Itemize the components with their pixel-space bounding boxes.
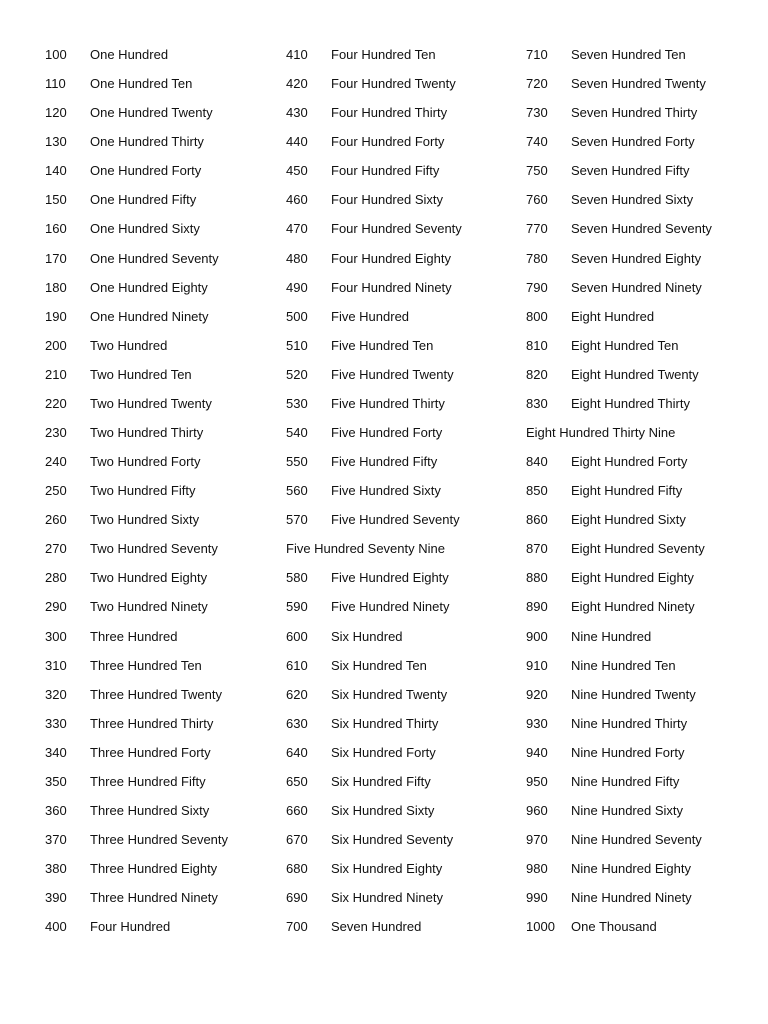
number-word: Five Hundred Twenty bbox=[331, 366, 454, 382]
number-row bbox=[526, 680, 766, 709]
number-value: 640 bbox=[286, 744, 308, 760]
number-word: Five Hundred Seventy Nine bbox=[286, 541, 445, 557]
number-row bbox=[45, 447, 285, 476]
number-value: 960 bbox=[526, 803, 548, 819]
number-row bbox=[526, 505, 766, 534]
number-row bbox=[45, 563, 285, 592]
number-word: Two Hundred Ninety bbox=[90, 599, 208, 615]
number-word: Five Hundred Eighty bbox=[331, 570, 449, 586]
number-word: Three Hundred Twenty bbox=[90, 686, 222, 702]
number-word: Two Hundred Thirty bbox=[90, 425, 204, 441]
number-value: 390 bbox=[45, 890, 67, 906]
number-row bbox=[286, 854, 526, 883]
number-row bbox=[526, 127, 766, 156]
number-row bbox=[526, 883, 766, 912]
number-row bbox=[45, 418, 285, 447]
number-word: Five Hundred Fifty bbox=[331, 454, 438, 470]
number-row bbox=[526, 273, 766, 302]
number-row bbox=[45, 651, 285, 680]
number-row bbox=[286, 796, 526, 825]
number-word: Three Hundred Forty bbox=[90, 744, 211, 760]
number-value: 780 bbox=[526, 250, 548, 266]
number-word: Four Hundred Forty bbox=[331, 134, 445, 150]
number-row bbox=[526, 302, 766, 331]
number-word: Six Hundred Ninety bbox=[331, 890, 443, 906]
number-word: One Hundred Eighty bbox=[90, 279, 208, 295]
number-row bbox=[526, 592, 766, 621]
number-value: 200 bbox=[45, 337, 67, 353]
number-word: Eight Hundred Twenty bbox=[571, 366, 699, 382]
number-row bbox=[45, 214, 285, 243]
number-row bbox=[526, 69, 766, 98]
number-value: 710 bbox=[526, 47, 548, 62]
number-row bbox=[286, 447, 526, 476]
number-value: 280 bbox=[45, 570, 67, 586]
number-row bbox=[526, 854, 766, 883]
number-value: 900 bbox=[526, 628, 548, 644]
number-value: 550 bbox=[286, 454, 308, 470]
number-value: 720 bbox=[526, 76, 548, 92]
number-value: 210 bbox=[45, 366, 67, 382]
number-row bbox=[45, 127, 285, 156]
number-word: Four Hundred Thirty bbox=[331, 105, 448, 121]
number-value: 170 bbox=[45, 250, 67, 266]
number-row bbox=[286, 680, 526, 709]
number-value: 820 bbox=[526, 366, 548, 382]
number-value: 910 bbox=[526, 657, 548, 673]
number-row bbox=[286, 883, 526, 912]
number-row bbox=[526, 534, 766, 563]
number-value: 870 bbox=[526, 541, 548, 557]
number-row bbox=[286, 738, 526, 767]
number-value: 970 bbox=[526, 832, 548, 848]
number-word: Four Hundred Fifty bbox=[331, 163, 440, 179]
number-word: Two Hundred Seventy bbox=[90, 541, 218, 557]
number-word: Seven Hundred Fifty bbox=[571, 163, 690, 179]
number-row bbox=[45, 69, 285, 98]
number-word: Nine Hundred bbox=[571, 628, 652, 644]
number-value: 330 bbox=[45, 715, 67, 731]
number-word: Seven Hundred Eighty bbox=[571, 250, 702, 266]
number-value: 150 bbox=[45, 192, 67, 208]
number-value: 530 bbox=[286, 395, 308, 411]
number-word: Three Hundred Seventy bbox=[90, 832, 229, 848]
number-row bbox=[45, 592, 285, 621]
number-word: Nine Hundred Fifty bbox=[571, 773, 680, 789]
number-value: 620 bbox=[286, 686, 308, 702]
number-value: 630 bbox=[286, 715, 308, 731]
number-word: Seven Hundred Ninety bbox=[571, 279, 702, 295]
number-value: 800 bbox=[526, 308, 548, 324]
number-word: Eight Hundred Eighty bbox=[571, 570, 694, 586]
number-value: 840 bbox=[526, 454, 548, 470]
number-word: Nine Hundred Eighty bbox=[571, 861, 691, 877]
number-word: Five Hundred Ninety bbox=[331, 599, 450, 615]
number-row bbox=[286, 622, 526, 651]
number-word: Eight Hundred Forty bbox=[571, 454, 688, 470]
number-row bbox=[45, 767, 285, 796]
number-row bbox=[286, 418, 526, 447]
number-word: Eight Hundred Ten bbox=[571, 337, 679, 353]
number-value: 430 bbox=[286, 105, 308, 121]
number-value: 290 bbox=[45, 599, 67, 615]
number-value: 590 bbox=[286, 599, 308, 615]
number-word: Three Hundred Thirty bbox=[90, 715, 214, 731]
number-row bbox=[526, 767, 766, 796]
number-row bbox=[526, 418, 766, 447]
number-word: Five Hundred Sixty bbox=[331, 483, 441, 499]
column-2 bbox=[286, 40, 526, 941]
number-word: Three Hundred Sixty bbox=[90, 803, 210, 819]
number-word: Nine Hundred Twenty bbox=[571, 686, 696, 702]
column-1 bbox=[45, 40, 285, 941]
number-row bbox=[286, 98, 526, 127]
number-word: Two Hundred Forty bbox=[90, 454, 201, 470]
number-row bbox=[526, 476, 766, 505]
number-value: 450 bbox=[286, 163, 308, 179]
number-word: Seven Hundred Thirty bbox=[571, 105, 698, 121]
number-row bbox=[526, 622, 766, 651]
number-row bbox=[286, 360, 526, 389]
number-word: Four Hundred Eighty bbox=[331, 250, 451, 266]
number-value: 230 bbox=[45, 425, 67, 441]
column-3 bbox=[526, 40, 766, 941]
number-value: 570 bbox=[286, 512, 308, 528]
number-row bbox=[45, 738, 285, 767]
number-row bbox=[526, 40, 766, 69]
number-value: 350 bbox=[45, 773, 67, 789]
number-word: Five Hundred Seventy bbox=[331, 512, 460, 528]
number-row bbox=[526, 156, 766, 185]
number-word: One Hundred bbox=[90, 47, 169, 62]
number-value: 680 bbox=[286, 861, 308, 877]
number-row bbox=[286, 214, 526, 243]
number-row bbox=[526, 709, 766, 738]
number-value: 310 bbox=[45, 657, 67, 673]
number-value: 130 bbox=[45, 134, 67, 150]
number-row bbox=[286, 331, 526, 360]
number-row bbox=[526, 796, 766, 825]
number-row bbox=[45, 40, 285, 69]
number-value: 560 bbox=[286, 483, 308, 499]
number-word: Eight Hundred Fifty bbox=[571, 483, 683, 499]
number-word: Nine Hundred Thirty bbox=[571, 715, 688, 731]
number-word: Three Hundred Eighty bbox=[90, 861, 218, 877]
number-value: 110 bbox=[45, 76, 66, 92]
number-value: 650 bbox=[286, 773, 308, 789]
number-value: 360 bbox=[45, 803, 67, 819]
number-row bbox=[526, 563, 766, 592]
number-word: Six Hundred Eighty bbox=[331, 861, 443, 877]
number-row bbox=[526, 214, 766, 243]
number-word: Eight Hundred Sixty bbox=[571, 512, 686, 528]
number-row bbox=[526, 738, 766, 767]
number-value: 730 bbox=[526, 105, 548, 121]
number-value: 850 bbox=[526, 483, 548, 499]
number-row bbox=[526, 360, 766, 389]
number-row bbox=[45, 534, 285, 563]
number-word: One Hundred Sixty bbox=[90, 221, 200, 237]
number-row bbox=[45, 912, 285, 941]
number-value: 490 bbox=[286, 279, 308, 295]
number-word: Eight Hundred Thirty Nine bbox=[526, 425, 676, 441]
number-row bbox=[286, 40, 526, 69]
number-row bbox=[286, 156, 526, 185]
number-word: Nine Hundred Ten bbox=[571, 657, 676, 673]
number-value: 750 bbox=[526, 163, 548, 179]
number-row bbox=[286, 912, 526, 941]
number-value: 930 bbox=[526, 715, 548, 731]
number-row bbox=[286, 69, 526, 98]
number-row bbox=[286, 476, 526, 505]
number-word: Four Hundred bbox=[90, 919, 171, 935]
number-value: 770 bbox=[526, 221, 548, 237]
number-row bbox=[286, 389, 526, 418]
number-word: Four Hundred Ten bbox=[331, 47, 436, 62]
number-value: 810 bbox=[526, 337, 548, 353]
number-value: 860 bbox=[526, 512, 548, 528]
number-value: 190 bbox=[45, 308, 67, 324]
number-word: One Thousand bbox=[571, 919, 657, 935]
number-row bbox=[45, 156, 285, 185]
number-word: Five Hundred Forty bbox=[331, 425, 443, 441]
number-word: Seven Hundred Forty bbox=[571, 134, 695, 150]
number-value: 320 bbox=[45, 686, 67, 702]
number-row bbox=[286, 825, 526, 854]
number-value: 370 bbox=[45, 832, 67, 848]
number-value: 140 bbox=[45, 163, 67, 179]
number-row bbox=[526, 185, 766, 214]
number-word: Seven Hundred Seventy bbox=[571, 221, 712, 237]
number-row bbox=[45, 680, 285, 709]
number-word: Two Hundred Ten bbox=[90, 366, 192, 382]
number-row bbox=[286, 563, 526, 592]
number-value: 480 bbox=[286, 250, 308, 266]
number-value: 520 bbox=[286, 366, 308, 382]
number-word: Six Hundred Fifty bbox=[331, 773, 431, 789]
number-word: Three Hundred Ten bbox=[90, 657, 202, 673]
number-value: 990 bbox=[526, 890, 548, 906]
number-word: Nine Hundred Ninety bbox=[571, 890, 692, 906]
number-word: Six Hundred Thirty bbox=[331, 715, 439, 731]
number-word: Eight Hundred Seventy bbox=[571, 541, 705, 557]
number-value: 540 bbox=[286, 425, 308, 441]
number-word: Three Hundred Ninety bbox=[90, 890, 218, 906]
number-word: Two Hundred Fifty bbox=[90, 483, 196, 499]
number-word: Three Hundred bbox=[90, 628, 178, 644]
number-word: Six Hundred Sixty bbox=[331, 803, 435, 819]
number-value: 790 bbox=[526, 279, 548, 295]
number-row bbox=[286, 302, 526, 331]
number-word: Six Hundred Ten bbox=[331, 657, 427, 673]
number-value: 980 bbox=[526, 861, 548, 877]
number-row bbox=[45, 302, 285, 331]
number-word: Two Hundred Eighty bbox=[90, 570, 208, 586]
number-row bbox=[45, 389, 285, 418]
number-row bbox=[286, 709, 526, 738]
number-row bbox=[286, 185, 526, 214]
number-row bbox=[286, 534, 526, 563]
number-word: Three Hundred Fifty bbox=[90, 773, 206, 789]
number-value: 920 bbox=[526, 686, 548, 702]
number-value: 220 bbox=[45, 395, 67, 411]
number-value: 830 bbox=[526, 395, 548, 411]
number-word: Two Hundred Sixty bbox=[90, 512, 200, 528]
number-word: Two Hundred bbox=[90, 337, 168, 353]
number-value: 510 bbox=[286, 337, 308, 353]
number-value: 420 bbox=[286, 76, 308, 92]
number-row bbox=[286, 592, 526, 621]
number-value: 940 bbox=[526, 744, 548, 760]
number-value: 890 bbox=[526, 599, 548, 615]
number-value: 600 bbox=[286, 628, 308, 644]
number-row bbox=[526, 825, 766, 854]
number-word: Six Hundred Seventy bbox=[331, 832, 454, 848]
number-row bbox=[45, 244, 285, 273]
number-word: Eight Hundred Thirty bbox=[571, 395, 690, 411]
number-value: 410 bbox=[286, 47, 308, 62]
number-row bbox=[526, 389, 766, 418]
number-value: 950 bbox=[526, 773, 548, 789]
number-row bbox=[45, 796, 285, 825]
number-word: Four Hundred Twenty bbox=[331, 76, 456, 92]
number-row bbox=[286, 244, 526, 273]
number-word: Six Hundred bbox=[331, 628, 403, 644]
number-word: Four Hundred Sixty bbox=[331, 192, 443, 208]
number-word: One Hundred Seventy bbox=[90, 250, 219, 266]
number-value: 880 bbox=[526, 570, 548, 586]
number-value: 1000 bbox=[526, 919, 555, 935]
number-word: Seven Hundred Twenty bbox=[571, 76, 706, 92]
number-value: 660 bbox=[286, 803, 308, 819]
number-word: Six Hundred Forty bbox=[331, 744, 436, 760]
number-value: 690 bbox=[286, 890, 308, 906]
number-value: 270 bbox=[45, 541, 67, 557]
number-row bbox=[45, 331, 285, 360]
number-row bbox=[286, 127, 526, 156]
number-word: One Hundred Ten bbox=[90, 76, 193, 92]
number-word: Nine Hundred Forty bbox=[571, 744, 685, 760]
number-row bbox=[286, 651, 526, 680]
number-row bbox=[45, 825, 285, 854]
number-word: Eight Hundred bbox=[571, 308, 655, 324]
number-value: 300 bbox=[45, 628, 67, 644]
number-row bbox=[526, 331, 766, 360]
number-word: Nine Hundred Sixty bbox=[571, 803, 683, 819]
number-value: 260 bbox=[45, 512, 67, 528]
number-value: 180 bbox=[45, 279, 67, 295]
number-value: 240 bbox=[45, 454, 67, 470]
number-value: 610 bbox=[286, 657, 308, 673]
number-value: 380 bbox=[45, 861, 67, 877]
number-row bbox=[45, 360, 285, 389]
number-value: 500 bbox=[286, 308, 308, 324]
number-word: One Hundred Forty bbox=[90, 163, 202, 179]
number-value: 460 bbox=[286, 192, 308, 208]
number-word: Eight Hundred Ninety bbox=[571, 599, 695, 615]
number-word: Five Hundred Ten bbox=[331, 337, 434, 353]
number-value: 760 bbox=[526, 192, 548, 208]
number-row bbox=[286, 767, 526, 796]
number-row bbox=[526, 912, 766, 941]
number-value: 100 bbox=[45, 47, 67, 62]
number-row bbox=[45, 476, 285, 505]
number-row bbox=[526, 244, 766, 273]
number-word: Four Hundred Ninety bbox=[331, 279, 452, 295]
number-row bbox=[526, 651, 766, 680]
number-row bbox=[45, 185, 285, 214]
number-value: 250 bbox=[45, 483, 67, 499]
number-value: 470 bbox=[286, 221, 308, 237]
number-row bbox=[45, 505, 285, 534]
number-word: Four Hundred Seventy bbox=[331, 221, 462, 237]
number-word: Two Hundred Twenty bbox=[90, 395, 212, 411]
number-word: Six Hundred Twenty bbox=[331, 686, 448, 702]
number-word: One Hundred Fifty bbox=[90, 192, 197, 208]
number-value: 740 bbox=[526, 134, 548, 150]
number-row bbox=[45, 622, 285, 651]
number-row bbox=[526, 98, 766, 127]
number-value: 160 bbox=[45, 221, 67, 237]
number-word: One Hundred Thirty bbox=[90, 134, 204, 150]
number-word: Nine Hundred Seventy bbox=[571, 832, 702, 848]
number-value: 400 bbox=[45, 919, 67, 935]
number-word: Seven Hundred Sixty bbox=[571, 192, 694, 208]
number-word: Five Hundred bbox=[331, 308, 410, 324]
number-row bbox=[45, 98, 285, 127]
number-word: Seven Hundred bbox=[331, 919, 422, 935]
number-value: 340 bbox=[45, 744, 67, 760]
number-value: 700 bbox=[286, 919, 308, 935]
number-row bbox=[286, 273, 526, 302]
number-value: 440 bbox=[286, 134, 308, 150]
number-row bbox=[45, 709, 285, 738]
number-value: 580 bbox=[286, 570, 308, 586]
number-row bbox=[45, 883, 285, 912]
number-value: 120 bbox=[45, 105, 67, 121]
number-word: Seven Hundred Ten bbox=[571, 47, 686, 62]
number-word: One Hundred Ninety bbox=[90, 308, 209, 324]
number-row bbox=[286, 505, 526, 534]
number-word: Five Hundred Thirty bbox=[331, 395, 445, 411]
number-word: One Hundred Twenty bbox=[90, 105, 213, 121]
number-row bbox=[45, 854, 285, 883]
number-row bbox=[526, 447, 766, 476]
number-row bbox=[45, 273, 285, 302]
number-value: 670 bbox=[286, 832, 308, 848]
